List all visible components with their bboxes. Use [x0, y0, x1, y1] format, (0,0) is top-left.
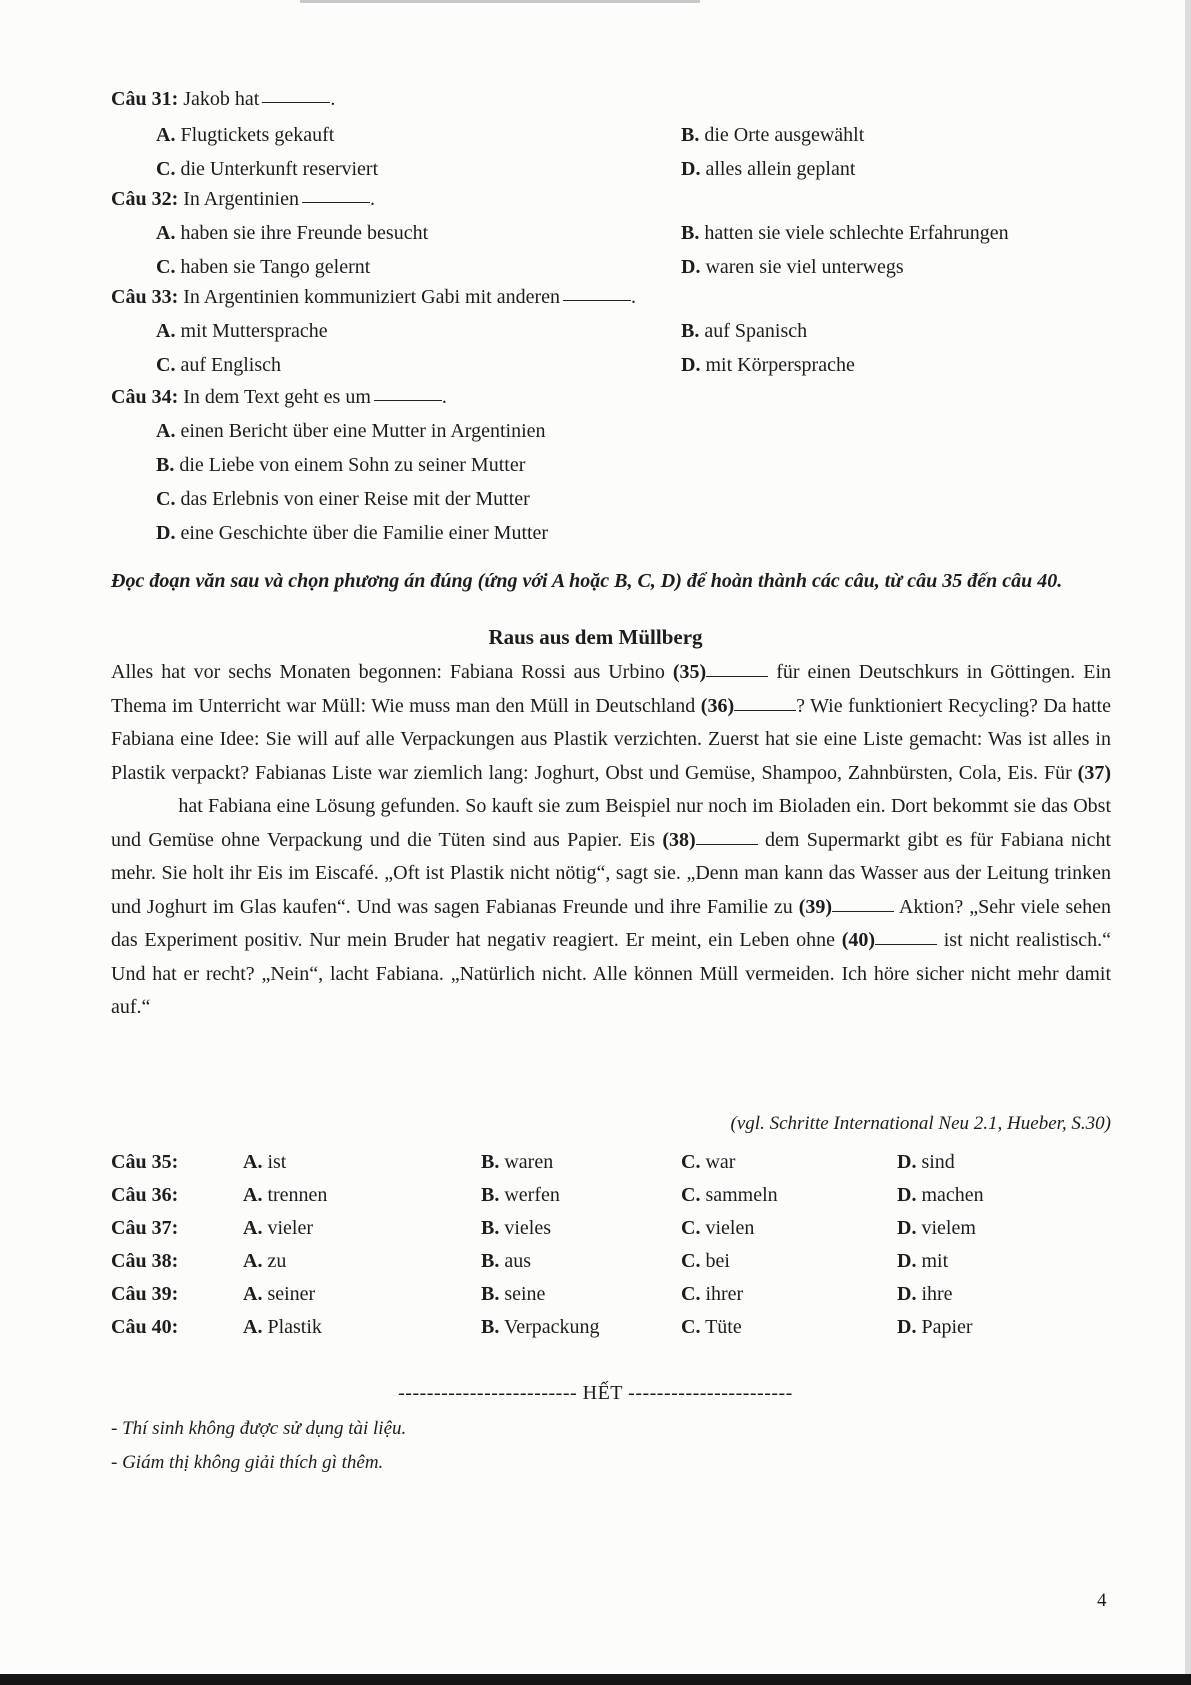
answer-blank: [302, 202, 370, 203]
blank-number-40: (40): [841, 929, 876, 951]
end-of-exam-mark: ------------------------- HẾT -----------------------: [398, 1382, 793, 1404]
option-a: A. Flugtickets gekauft: [156, 124, 335, 146]
question-number: Câu 33:: [111, 286, 179, 308]
question-stem: Câu 33: In Argentinien kommuniziert Gabi mit anderen .: [111, 286, 636, 308]
passage-blank: [111, 810, 173, 811]
option-b: B. die Liebe von einem Sohn zu seiner Mutter: [156, 454, 526, 476]
note-candidate: - Thí sinh không được sử dụng tài liệu.: [111, 1418, 407, 1439]
option-a: A. haben sie ihre Freunde besucht: [156, 222, 429, 244]
blank-number-37: (37): [1077, 761, 1111, 784]
question-number: Câu 32:: [111, 188, 179, 210]
option-c: C. die Unterkunft reserviert: [156, 158, 379, 180]
scan-top-mark: [300, 0, 700, 3]
exam-page: Câu 31: Jakob hat . A. Flugtickets gekauft B. die Orte ausgewählt C. die Unterkunft reserviert D. alles allein geplant Câu 32: In Argentinien . A. haben sie ihre Freunde besucht B. hatten sie viele schlechte Erfahrungen C. haben sie Tango gelernt D. waren sie viel unterwegs Câu 33: In Argentinien kommuniziert Gabi mit anderen . A. mit Muttersprache B. auf Spanisch C. auf Englisch D. mit Körpersprache Câu 34: In dem Text geht es um . A. einen Bericht über eine Mutter in Argentinien B. die Liebe von einem Sohn zu seiner Mutter C. das Erlebnis von einer Reise mit der Mutter D. eine Geschichte über die Familie einer Mutter Đọc đoạn văn sau và chọn phương án đúng (ứng với A hoặc B, C, D) để hoàn thành các câu, từ câu 35 đến câu 40. Raus aus dem Müllberg Alles hat vor sechs Monaten begonnen: Fabiana Rossi aus Urbino (35) für einen Deutschkurs in Göttingen. Ein Thema im Unterricht war Müll: Wie muss man den Müll in Deutschland (36) ? Wie funktioniert Recycling? Da hatte Fabiana eine Idee: Sie will auf alle Verpackungen aus Plastik verzichten. Zuerst hat sie eine Liste gemacht: Was ist alles in Plastik verpackt? Fabianas Liste war ziemlich lang: Joghurt, Obst und Gemüse, Shampoo, Zahnbürsten, Cola, Eis. Für (37) hat Fabiana eine Lösung gefunden. So kauft sie zum Beispiel nur noch im Bioladen ein. Dort bekommt sie das Obst und Gemüse ohne Verpackung und die Tüten sind aus Papier. Eis (38) dem Supermarkt gibt es für Fabiana nicht mehr. Sie holt ihr Eis im Eiscafé. „Oft ist Plastik nicht nötig“, sagt sie. „Denn man kann das Wasser aus der Leitung trinken und Joghurt im Glas kaufen“. Und was sagen Fabianas Freunde und ihre Familie zu (39) Aktion? „Sehr viele sehen das Experiment positiv. Nur mein Bruder hat negativ reagiert. Er meint, ein Leben ohne (40) ist nicht realistisch.“ Und hat er recht? „Nein“, lacht Fabiana. „Natürlich nicht. Alle können Müll vermeiden. Ich höre sicher nicht mehr damit auf.“ (vgl. Schritte International Neu 2.1, Hueber, S.30) Câu 35: A. ist B. waren C. war D. sind Câu 36: A. trennen B. werfen C. sammeln D. machen Câu 37: A. vieler B. vieles C. vielen D. vielem Câu 38: A. zu B. aus C. bei D. mit Câu 39: A. seiner B. seine C. ihrer D. ihre Câu 40: A. Plastik B. Verpackung C. Tüte D. Papier ------------------------- HẾT ----------------------- - Thí sinh không được sử dụng tài liệu. - Giám thị không giải thích gì thêm. 4: [0, 0, 1191, 1685]
option-b: B. die Orte ausgewählt: [681, 124, 865, 146]
option-a: A. mit Muttersprache: [156, 320, 328, 342]
reading-passage: Alles hat vor sechs Monaten begonnen: Fabiana Rossi aus Urbino (35) für einen Deutschkurs in Göttingen. Ein Thema im Unterricht war Müll: Wie muss man den Müll in Deutschland (36) ? Wie funktioniert Recycling? Da hatte Fabiana eine Idee: Sie will auf alle Verpackungen aus Plastik verzichten. Zuerst hat sie eine Liste gemacht: Was ist alles in Plastik verpackt? Fabianas Liste war ziemlich lang: Joghurt, Obst und Gemüse, Shampoo, Zahnbürsten, Cola, Eis. Für (37) hat Fabiana eine Lösung gefunden. So kauft sie zum Beispiel nur noch im Bioladen ein. Dort bekommt sie das Obst und Gemüse ohne Verpackung und die Tüten sind aus Papier. Eis (38) dem Supermarkt gibt es für Fabiana nicht mehr. Sie holt ihr Eis im Eiscafé. „Oft ist Plastik nicht nötig“, sagt sie. „Denn man kann das Wasser aus der Leitung trinken und Joghurt im Glas kaufen“. Und was sagen Fabianas Freunde und ihre Familie zu (39) Aktion? „Sehr viele sehen das Experiment positiv. Nur mein Bruder hat negativ reagiert. Er meint, ein Leben ohne (40) ist nicht realistisch.“ Und hat er recht? „Nein“, lacht Fabiana. „Natürlich nicht. Alle können Müll vermeiden. Ich höre sicher nicht mehr damit auf.“: [111, 661, 1112, 1018]
question-text: Jakob hat: [183, 88, 260, 110]
blank-number-36: (36): [700, 694, 735, 717]
question-text: In Argentinien kommuniziert Gabi mit anderen: [183, 286, 560, 308]
option-d: D. mit Körpersprache: [681, 354, 855, 376]
passage-blank: [706, 676, 768, 677]
passage-source: (vgl. Schritte International Neu 2.1, Hueber, S.30): [730, 1113, 1111, 1134]
option-c: C. das Erlebnis von einer Reise mit der Mutter: [156, 488, 530, 510]
passage-blank: [832, 911, 894, 912]
option-d: D. alles allein geplant: [681, 158, 856, 180]
option-c: C. auf Englisch: [156, 354, 281, 376]
section-instruction: Đọc đoạn văn sau và chọn phương án đúng (ứng với A hoặc B, C, D) để hoàn thành các câu, từ câu 35 đến câu 40.: [111, 570, 1063, 592]
passage-title: Raus aus dem Müllberg: [488, 625, 703, 649]
note-proctor: - Giám thị không giải thích gì thêm.: [111, 1452, 384, 1473]
question-stem: Câu 34: In dem Text geht es um .: [111, 386, 447, 408]
blank-number-38: (38): [662, 828, 696, 851]
passage-blank: [696, 844, 758, 845]
answer-blank: [262, 102, 330, 103]
option-c: C. haben sie Tango gelernt: [156, 256, 371, 278]
scan-right-edge: [1185, 0, 1191, 1685]
blank-number-35: (35): [672, 661, 707, 683]
blank-number-39: (39): [798, 895, 833, 918]
passage-blank: [875, 944, 937, 945]
option-b: B. hatten sie viele schlechte Erfahrungen: [681, 222, 1009, 244]
option-d: D. waren sie viel unterwegs: [681, 256, 904, 278]
answer-blank: [563, 300, 631, 301]
scan-bottom-edge: [0, 1674, 1191, 1685]
option-b: B. auf Spanisch: [681, 320, 808, 342]
question-text: In dem Text geht es um: [183, 386, 371, 408]
option-d: D. eine Geschichte über die Familie einer Mutter: [156, 522, 549, 544]
question-stem: Câu 31: Jakob hat .: [111, 88, 336, 110]
answer-blank: [374, 400, 442, 401]
question-number: Câu 34:: [111, 386, 179, 408]
page-number: 4: [1097, 1590, 1107, 1611]
question-stem: Câu 32: In Argentinien .: [111, 188, 375, 210]
question-number: Câu 31:: [111, 88, 179, 110]
option-a: A. einen Bericht über eine Mutter in Argentinien: [156, 420, 546, 442]
question-text: In Argentinien: [183, 188, 299, 210]
passage-blank: [734, 710, 796, 711]
